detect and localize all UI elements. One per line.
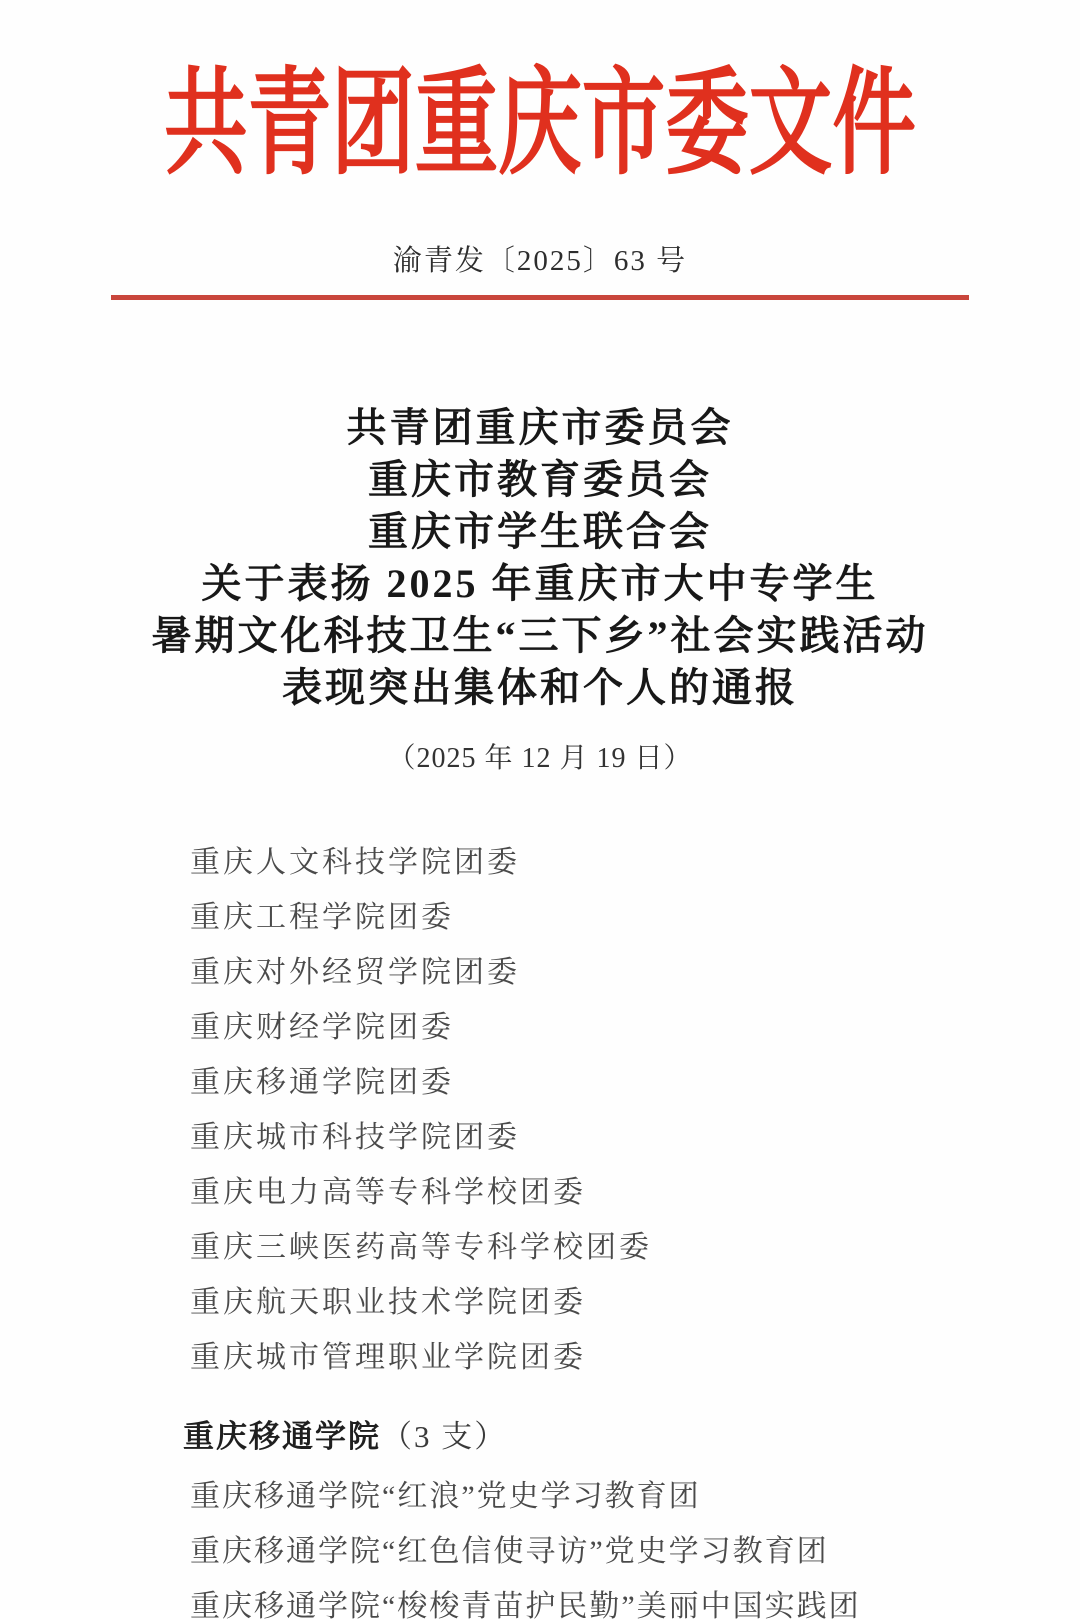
doc-number: 渝青发〔2025〕63 号	[392, 244, 688, 277]
notice-title-line-2: 暑期文化科技卫生“三下乡”社会实践活动	[151, 612, 929, 658]
masthead-title: 共青团重庆市委文件	[164, 61, 916, 189]
team-item: 重庆移通学院“梭梭青苗护民勤”美丽中国实践团	[190, 1589, 861, 1623]
list-item: 重庆城市管理职业学院团委	[190, 1340, 586, 1374]
list-item: 重庆三峡医药高等专科学校团委	[190, 1230, 652, 1264]
list-item: 重庆工程学院团委	[190, 900, 454, 934]
school-name: 重庆移通学院	[183, 1418, 381, 1454]
team-item: 重庆移通学院“红色信使寻访”党史学习教育团	[190, 1534, 829, 1568]
notice-title-line-1: 关于表扬 2025 年重庆市大中专学生	[201, 560, 879, 606]
list-item: 重庆人文科技学院团委	[190, 845, 520, 879]
issuing-authority-2: 重庆市教育委员会	[368, 456, 712, 502]
list-item: 重庆航天职业技术学院团委	[190, 1285, 586, 1319]
list-item: 重庆财经学院团委	[190, 1010, 454, 1044]
school-section-header	[183, 1411, 1080, 1456]
masthead	[0, 0, 1080, 300]
team-count: （3 支）	[381, 1418, 508, 1454]
issuing-authority-1: 共青团重庆市委员会	[346, 404, 734, 450]
red-divider	[111, 295, 969, 300]
commended-committees-list	[190, 845, 1080, 1374]
notice-title-line-3: 表现突出集体和个人的通报	[282, 664, 798, 710]
team-item: 重庆移通学院“红浪”党史学习教育团	[190, 1479, 701, 1513]
school-section	[183, 1411, 1080, 1622]
list-item: 重庆对外经贸学院团委	[190, 955, 520, 989]
issuing-authority-3: 重庆市学生联合会	[368, 508, 712, 554]
issue-date: （2025 年 12 月 19 日）	[387, 742, 693, 774]
list-item: 重庆电力高等专科学校团委	[190, 1175, 586, 1209]
list-item: 重庆城市科技学院团委	[190, 1120, 520, 1154]
heading-block	[0, 402, 1080, 776]
list-item: 重庆移通学院团委	[190, 1065, 454, 1099]
